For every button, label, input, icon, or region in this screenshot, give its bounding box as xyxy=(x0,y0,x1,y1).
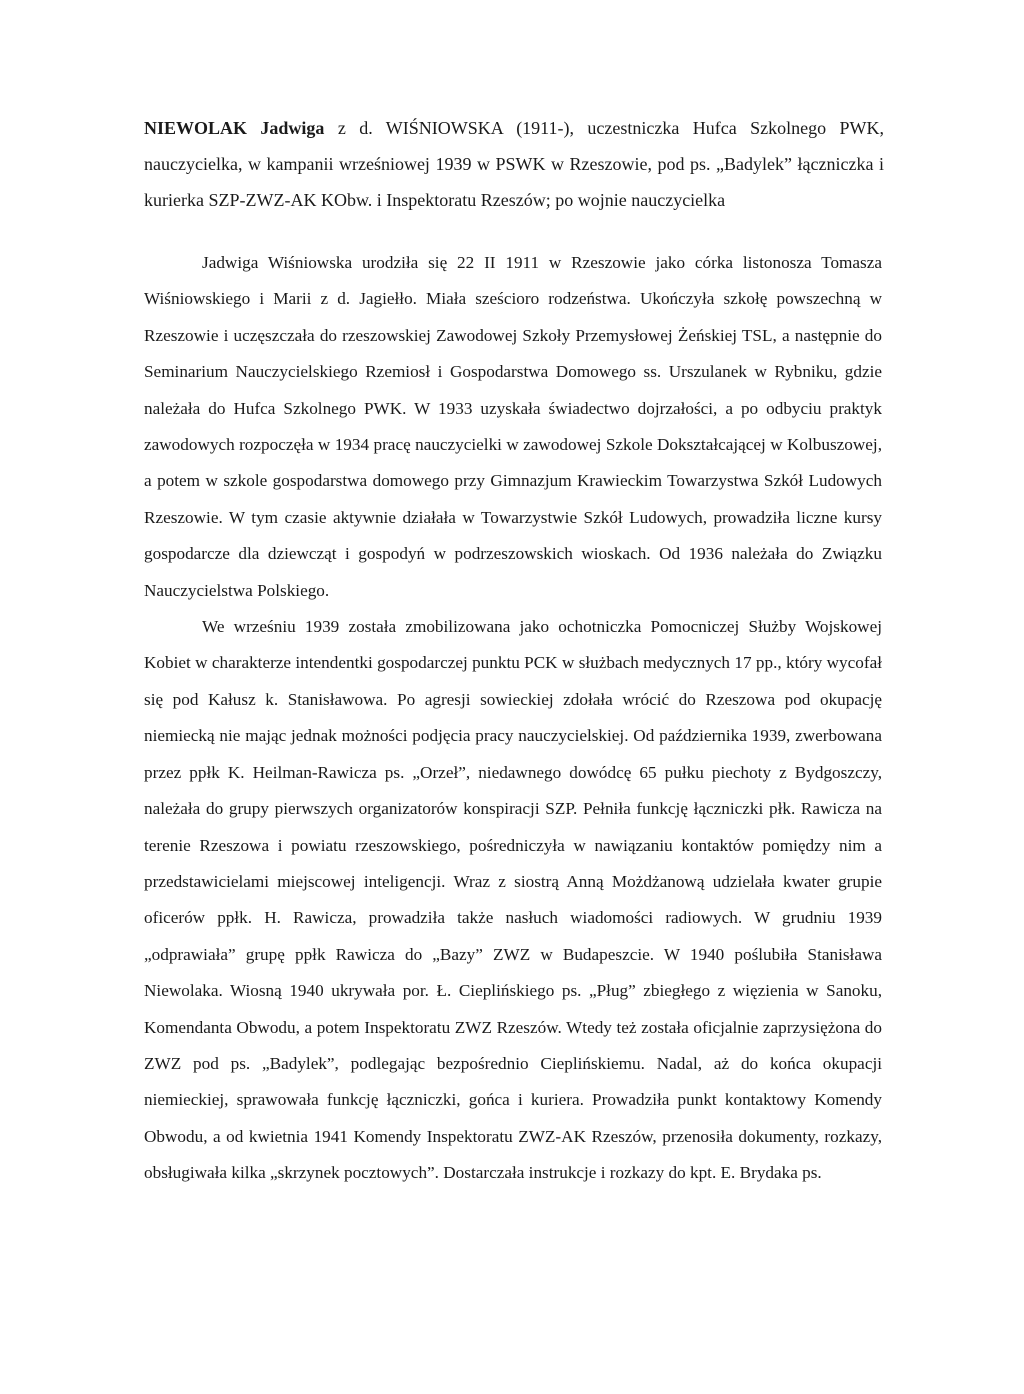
paragraph-early-life: Jadwiga Wiśniowska urodziła się 22 II 1911 w Rzeszowie jako córka listonosza Tomasza Wiśniowskiego i Marii z d. Jagiełło. Miała sześcioro rodzeństwa. Ukończyła szkołę powszechną w Rzeszowie i uczęszczała do rzeszowskiej Zawodowej Szkoły Przemysłowej Żeńskiej TSL, a następnie do Seminarium Nauczycielskiego Rzemiosł i Gospodarstwa Domowego ss. Urszulanek w Rybniku, gdzie należała do Hufca Szkolnego PWK. W 1933 uzyskała świadectwo dojrzałości, a po odbyciu praktyk zawodowych rozpoczęła w 1934 pracę nauczycielki w zawodowej Szkole Dokształcającej w Kolbuszowej, a potem w szkole gospodarstwa domowego przy Gimnazjum Krawieckim Towarzystwa Szkół Ludowych Rzeszowie. W tym czasie aktywnie działała w Towarzystwie Szkół Ludowych, prowadziła liczne kursy gospodarcze dla dziewcząt i gospodyń w podrzeszowskich wioskach. Od 1936 należała do Związku Nauczycielstwa Polskiego. xyxy=(144,253,882,600)
biography-body xyxy=(144,245,882,1192)
paragraph-war-service: We wrześniu 1939 została zmobilizowana jako ochotniczka Pomocniczej Służby Wojskowej Kobiet w charakterze intendentki gospodarczej punktu PCK w służbach medycznych 17 pp., który wycofał się pod Kałusz k. Stanisławowa. Po agresji sowieckiej zdołała wrócić do Rzeszowa pod okupację niemiecką nie mając jednak możności podjęcia pracy nauczycielskiej. Od października 1939, zwerbowana przez ppłk K. Heilman-Rawicza ps. „Orzeł”, niedawnego dowódcę 65 pułku piechoty z Bydgoszczy, należała do grupy pierwszych organizatorów konspiracji SZP. Pełniła funkcję łączniczki płk. Rawicza na terenie Rzeszowa i powiatu rzeszowskiego, pośredniczyła w nawiązaniu kontaktów pomiędzy nim a przedstawicielami miejscowej inteligencji. Wraz z siostrą Anną Możdżanową udzielała kwater grupie oficerów ppłk. H. Rawicza, prowadziła także nasłuch wiadomości radiowych. W grudniu 1939 „odprawiała” grupę ppłk Rawicza do „Bazy” ZWZ w Budapeszcie. W 1940 poślubiła Stanisława Niewolaka. Wiosną 1940 ukrywała por. Ł. Cieplińskiego ps. „Pług” zbiegłego z więzienia w Sanoku, Komendanta Obwodu, a potem Inspektoratu ZWZ Rzeszów. Wtedy też została oficjalnie zaprzysiężona do ZWZ pod ps. „Badylek”, podlegając bezpośrednio Cieplińskiemu. Nadal, aż do końca okupacji niemieckiej, sprawowała funkcję łączniczki, gońca i kuriera. Prowadziła punkt kontaktowy Komendy Obwodu, a od kwietnia 1941 Komendy Inspektoratu ZWZ-AK Rzeszów, przenosiła dokumenty, rozkazy, obsługiwała kilka „skrzynek pocztowych”. Dostarczała instrukcje i rozkazy do kpt. E. Brydaka ps. xyxy=(144,617,882,1183)
entry-header xyxy=(144,110,884,218)
entry-name: NIEWOLAK Jadwiga xyxy=(144,118,325,138)
entry-summary: z d. WIŚNIOWSKA (1911-), uczestniczka Hufca Szkolnego PWK, nauczycielka, w kampanii wrześniowej 1939 w PSWK w Rzeszowie, pod ps. „Badylek” łączniczka i kurierka SZP-ZWZ-AK KObw. i Inspektoratu Rzeszów; po wojnie nauczycielka xyxy=(144,118,885,210)
